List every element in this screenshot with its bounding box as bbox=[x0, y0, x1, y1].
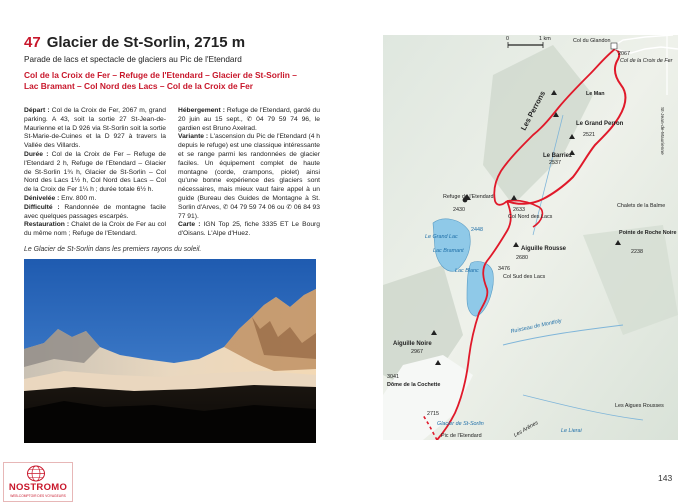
map-label: 2448 bbox=[471, 227, 483, 233]
map-label: Pointe de Roche Noire bbox=[619, 230, 677, 236]
map-label: 2537 bbox=[549, 160, 561, 166]
map-label: Col Nord des Lacs bbox=[508, 214, 553, 220]
globe-icon bbox=[26, 465, 46, 482]
map-label: Col de la Croix de Fer bbox=[620, 58, 673, 64]
map-label: 3476 bbox=[498, 266, 510, 272]
info-text: L'ascension du Pic de l'Etendard (4 h depuis le refuge) est une classique intéressante et se range parmi les randonnées de glacier faciles. Un équipement complet de haute montagne (corde, crampons, piolet) ainsi qu'une bonne expérience des glaciers sont nécessaires, mais mieux vaut faire appel à un guide (Bureau des Guides de Montagne à St. Sorlin d'Arves, ✆ 04 79 59 74 06 ou ✆ 06 84 93 77 91). bbox=[178, 133, 321, 220]
map-label: 2430 bbox=[453, 207, 465, 213]
map-label: Aiguille Noire bbox=[393, 341, 432, 347]
page-number: 143 bbox=[658, 473, 673, 483]
map-scale-zero: 0 bbox=[506, 36, 509, 42]
map-label: Lac Blanc bbox=[455, 268, 479, 274]
map-label: 2967 bbox=[411, 349, 423, 355]
info-paragraph bbox=[24, 221, 166, 239]
map-label: Le Lierai bbox=[561, 428, 582, 434]
map-label: Dôme de la Cochette bbox=[387, 382, 441, 388]
info-label: Départ : bbox=[24, 107, 50, 114]
info-text: Chalet de la Croix de Fer au col du même nom ; Refuge de l'Etendard. bbox=[24, 221, 166, 238]
map-label: Pic de l'Etendard bbox=[441, 433, 482, 439]
info-label: Dénivelée : bbox=[24, 194, 60, 202]
map-label: Refuge de l'Etendard bbox=[443, 194, 494, 200]
route-number: 47 bbox=[24, 34, 41, 51]
map-label: Les Aigues Rousses bbox=[615, 403, 664, 409]
info-column-left bbox=[24, 107, 166, 239]
info-text: IGN Top 25, fiche 3335 ET Le Bourg d'Oisans. L'Alpe d'Huez. bbox=[178, 221, 320, 238]
info-paragraph bbox=[178, 221, 320, 239]
route-title: Glacier de St-Sorlin, 2715 m bbox=[46, 34, 246, 51]
info-text: Randonnée de montagne facile avec quelques passages escarpés. bbox=[24, 203, 166, 220]
map-label: Le Grand Perron bbox=[576, 121, 624, 127]
map-label: 3041 bbox=[387, 374, 399, 380]
map-label: Aiguille Rousse bbox=[521, 246, 567, 252]
info-label: Restauration : bbox=[24, 221, 70, 229]
photo-caption: Le Glacier de St-Sorlin dans les premiers rayons du soleil. bbox=[24, 246, 202, 253]
nostromo-logo bbox=[3, 462, 73, 502]
map-label: St-Jean-de-Maurienne bbox=[659, 107, 664, 155]
info-label: Difficulté : bbox=[24, 203, 60, 211]
info-text: Refuge de l'Etendard, gardé du 20 juin au 15 sept., ✆ 04 79 59 74 96, le gardien est Bruno Axelrad. bbox=[178, 107, 320, 132]
info-label: Variante : bbox=[178, 133, 209, 141]
map-label: 2715 bbox=[427, 411, 439, 417]
route-summary bbox=[24, 70, 320, 92]
map-label: Les Perrons bbox=[518, 89, 548, 132]
map-label: Les Arênes bbox=[513, 419, 540, 439]
map-label: Chalets de la Balme bbox=[617, 203, 666, 209]
glacier-photo bbox=[24, 259, 316, 443]
route-subtitle: Parade de lacs et spectacle de glaciers au Pic de l'Etendard bbox=[24, 55, 242, 64]
info-paragraph bbox=[24, 195, 166, 204]
info-text: Col de la Croix de Fer – Refuge de l'Etendard 2 h, Refuge de l'Etendard – Glacier de St-Sorlin 1¾ h, Glacier de St-Sorlin – Col Nord des Lacs 1½ h, Col Nord des Lacs – Col de la Croix de Fer 1¼ h ; durée totale 6½ h. bbox=[24, 150, 166, 194]
info-label: Hébergement : bbox=[178, 107, 225, 114]
map-label: Le Grand Lac bbox=[425, 234, 458, 240]
route-summary-line: Lac Bramant – Col Nord des Lacs – Col de la Croix de Fer bbox=[24, 81, 253, 91]
info-paragraph bbox=[178, 107, 320, 133]
logo-tagline: WEB-COMPTOIR DES VOYAGEURS bbox=[10, 494, 66, 498]
info-label: Durée : bbox=[24, 150, 49, 158]
map-label: 2680 bbox=[516, 255, 528, 261]
map-label: Le Man bbox=[586, 91, 605, 97]
map-scale-km: 1 km bbox=[539, 36, 551, 42]
map-label: Glacier de St-Sorlin bbox=[437, 421, 484, 427]
map-label: 2067 bbox=[618, 51, 630, 57]
route-summary-line: Col de la Croix de Fer – Refuge de l'Etendard – Glacier de St-Sorlin – bbox=[24, 70, 297, 80]
info-column-right bbox=[178, 107, 320, 239]
map-label: Le Barriez bbox=[543, 153, 573, 159]
info-paragraph bbox=[24, 151, 166, 195]
map-label: 2238 bbox=[631, 249, 643, 255]
info-label: Carte : bbox=[178, 221, 201, 229]
logo-name: NOSTROMO bbox=[8, 482, 68, 493]
map-label: Ruisseau de Montfoly bbox=[510, 318, 563, 335]
info-text: Env. 800 m. bbox=[59, 194, 97, 202]
map-label: Lac Bramant bbox=[433, 248, 464, 254]
route-map bbox=[383, 35, 678, 440]
info-paragraph bbox=[178, 133, 320, 221]
map-label: Col du Glandon bbox=[573, 38, 611, 44]
info-paragraph bbox=[24, 107, 166, 151]
map-label: 2521 bbox=[583, 132, 595, 138]
info-paragraph bbox=[24, 204, 166, 222]
route-header bbox=[24, 34, 245, 51]
map-label: Col Sud des Lacs bbox=[503, 274, 546, 280]
info-text: Col de la Croix de Fer, 2067 m, grand parking. A 43, soit la sortie 27 St-Jean-de-Maurienne et la D 926 via St-Sorlin soit la sortie St-Marie-de-Cuines et la D 927 à travers la Vallée des Villards. bbox=[24, 107, 166, 150]
map-label: 2633 bbox=[513, 207, 525, 213]
